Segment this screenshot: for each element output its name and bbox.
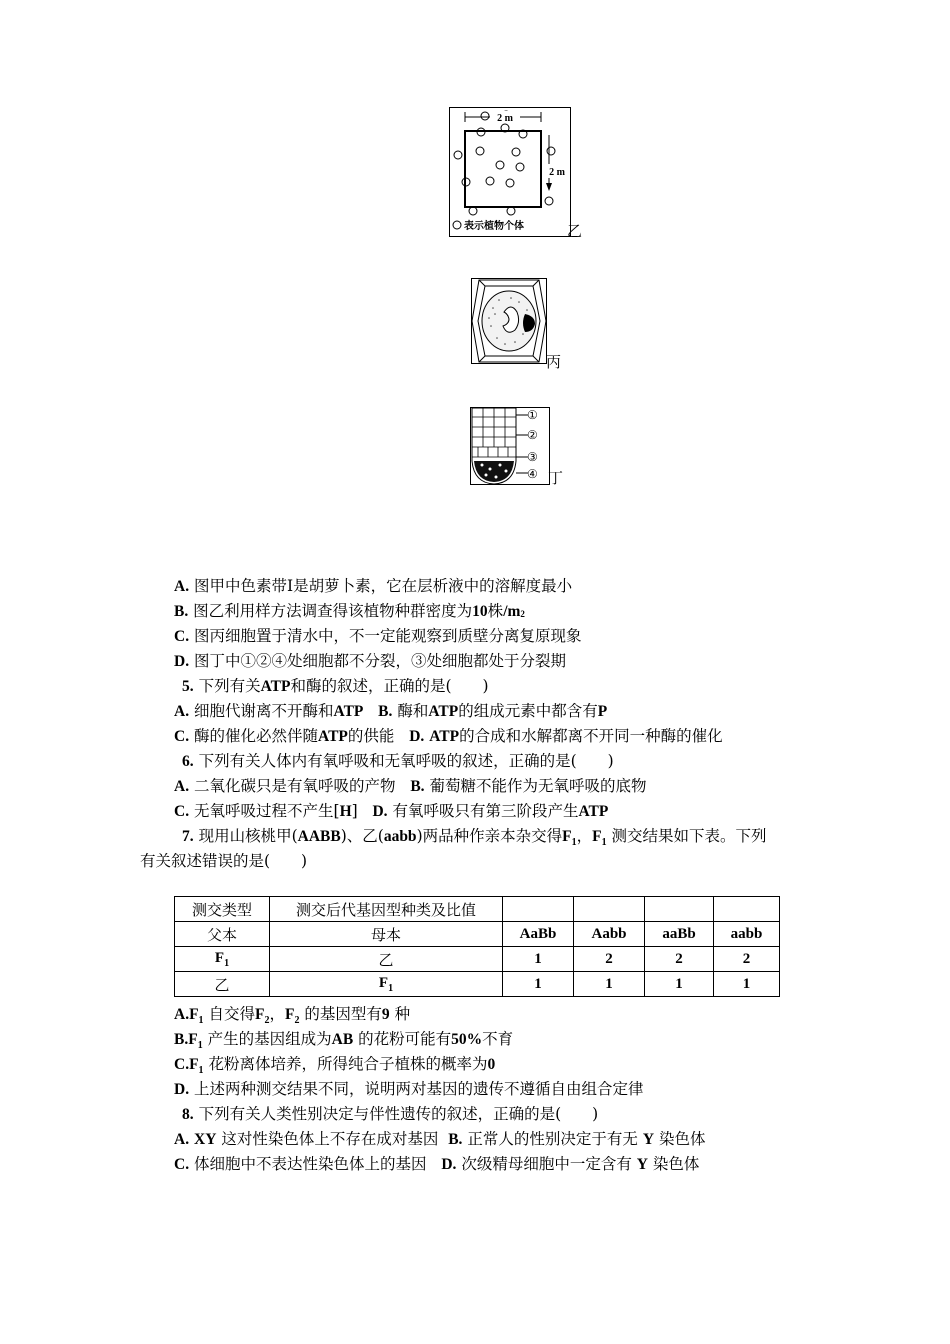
q8-options-ab: A. XY 这对性染色体上不存在成对基因 B. 正常人的性别决定于有无 Y 染色体 xyxy=(174,1130,706,1148)
ratio-cell: 2 xyxy=(714,947,780,972)
q5-options-cd: C. 酶的催化必然伴随ATP的供能 D. ATP的合成和水解都离不开同一种酶的催化 xyxy=(174,727,723,745)
header-offspring: 测交后代基因型种类及比值 xyxy=(270,897,503,922)
genotype-header: aaBb xyxy=(645,922,714,947)
table-row xyxy=(175,947,780,972)
q4-option-a: A. 图甲中色素带Ⅰ是胡萝卜素，它在层析液中的溶解度最小 xyxy=(174,577,573,595)
ratio-cell: 1 xyxy=(503,972,574,997)
table-row xyxy=(175,972,780,997)
q6-stem: 6. 下列有关人体内有氧呼吸和无氧呼吸的叙述，正确的是( ) xyxy=(182,752,614,770)
row-mother: $F_1$ xyxy=(270,972,503,997)
ratio-cell: 2 xyxy=(645,947,714,972)
header-testcross-type: 测交类型 xyxy=(175,897,270,922)
q5-stem: 5. 下列有关ATP和酶的叙述，正确的是( ) xyxy=(182,677,489,695)
root-zone-2-marker: ② xyxy=(527,428,538,442)
quadrat-legend: 表示植物个体 xyxy=(464,221,524,232)
quadrat-width-label: 2 m xyxy=(497,113,513,124)
q8-stem: 8. 下列有关人类性别决定与伴性遗传的叙述，正确的是( ) xyxy=(182,1105,599,1123)
ratio-cell: 1 xyxy=(645,972,714,997)
ratio-cell: 1 xyxy=(574,972,645,997)
row-mother: 乙 xyxy=(270,947,503,972)
q4-option-b: B. 图乙利用样方法调查得该植物种群密度为10株/m2 xyxy=(174,602,525,620)
header-mother: 母本 xyxy=(270,922,503,947)
q7-stem-line2: 有关叙述错误的是( ) xyxy=(140,852,308,870)
ratio-cell: 1 xyxy=(714,972,780,997)
q7-stem: 7. 现用山核桃甲(AABB)、乙(aabb)两品种作亲本杂交得$F_1$，$F_1$ 测交结果如下表。下列 xyxy=(182,827,767,848)
quadrat-figure xyxy=(449,107,571,237)
plant-cell-figure xyxy=(471,278,547,364)
figure-ding-tag: 丁 xyxy=(548,469,564,487)
q7-option-a: $A.F_1$ 自交得$F_2$，$F_2$ 的基因型有9 种 xyxy=(174,1005,411,1026)
root-tip-figure xyxy=(470,407,550,485)
root-zone-1-marker: ① xyxy=(527,408,538,422)
header-father: 父本 xyxy=(175,922,270,947)
root-zone-3-marker: ③ xyxy=(527,450,538,464)
q6-options-cd: C. 无氧呼吸过程不产生[H] D. 有氧呼吸只有第三阶段产生ATP xyxy=(174,802,609,820)
q4-option-d: D. 图丁中①②④处细胞都不分裂，③处细胞都处于分裂期 xyxy=(174,652,567,670)
q7-option-d: D. 上述两种测交结果不同，说明两对基因的遗传不遵循自由组合定律 xyxy=(174,1080,644,1098)
figure-bing-tag: 丙 xyxy=(546,353,562,371)
genotype-header: AaBb xyxy=(503,922,574,947)
testcross-table xyxy=(174,896,780,997)
q7-option-c: $C.F_1$ 花粉离体培养，所得纯合子植株的概率为0 xyxy=(174,1055,496,1076)
row-father: $F_1$ xyxy=(175,947,270,972)
quadrat-height-label: 2 m xyxy=(549,167,565,178)
genotype-header: aabb xyxy=(714,922,780,947)
q7-option-b: $B.F_1$ 产生的基因组成为AB 的花粉可能有50%不育 xyxy=(174,1030,514,1051)
q4-option-c: C. 图丙细胞置于清水中，不一定能观察到质壁分离复原现象 xyxy=(174,627,582,645)
q5-options-ab: A. 细胞代谢离不开酶和ATP B. 酶和ATP的组成元素中都含有P xyxy=(174,702,608,720)
q8-options-cd: C. 体细胞中不表达性染色体上的基因 D. 次级精母细胞中一定含有 Y 染色体 xyxy=(174,1155,700,1173)
genotype-header: Aabb xyxy=(574,922,645,947)
row-father: 乙 xyxy=(175,972,270,997)
figure-yi-tag: 乙 xyxy=(567,222,583,240)
root-zone-4-marker: ④ xyxy=(527,467,538,481)
q6-options-ab: A. 二氧化碳只是有氧呼吸的产物 B. 葡萄糖不能作为无氧呼吸的底物 xyxy=(174,777,647,795)
ratio-cell: 2 xyxy=(574,947,645,972)
ratio-cell: 1 xyxy=(503,947,574,972)
